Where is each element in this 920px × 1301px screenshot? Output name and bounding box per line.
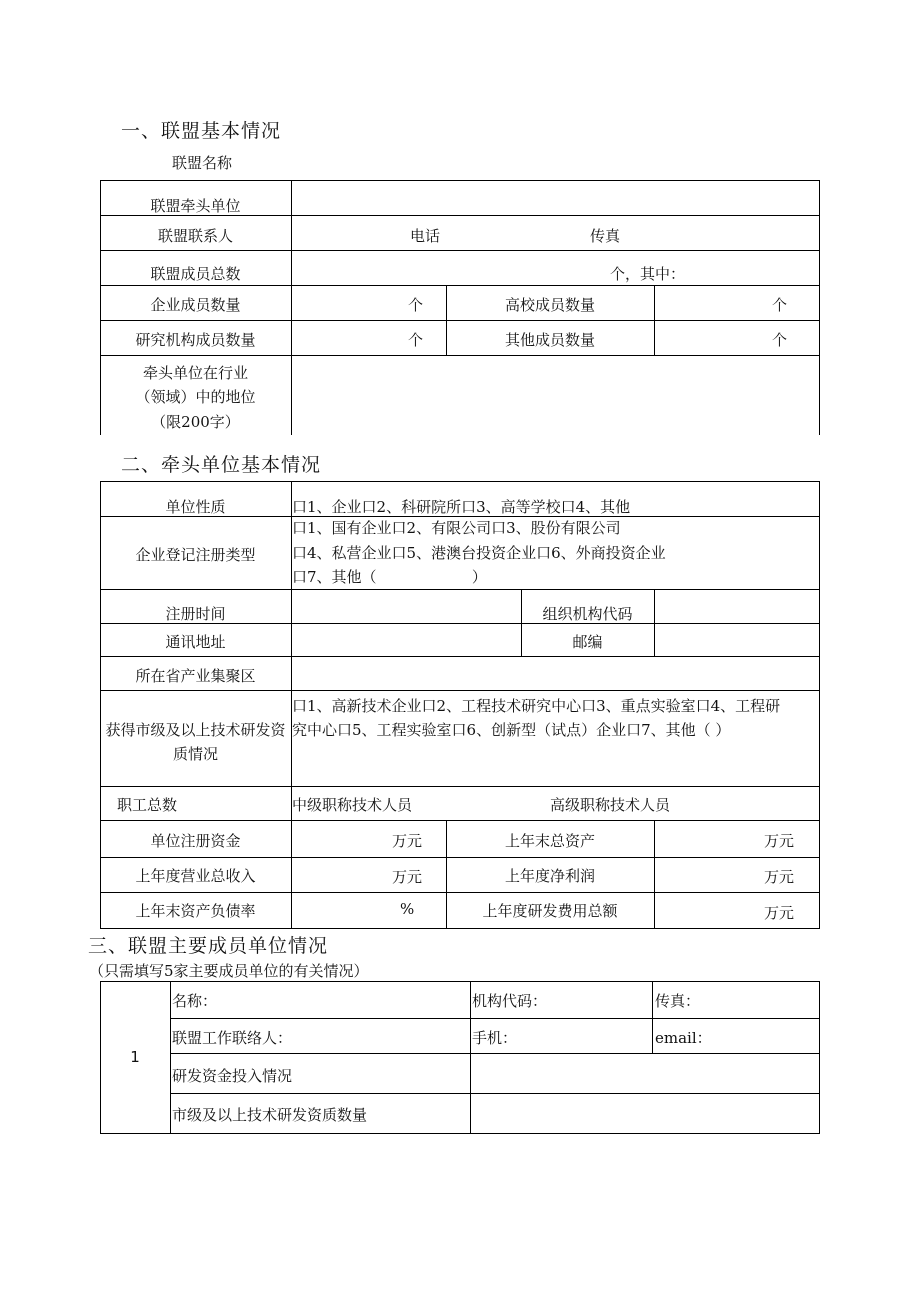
section3-note: （只需填写5家主要成员单位的有关情况）	[89, 962, 369, 980]
lead-unit-label: 联盟牵头单位	[150, 197, 241, 215]
registered-capital-unit: 万元	[392, 832, 423, 850]
status-text-area[interactable]	[292, 356, 819, 435]
registration-time-label: 注册时间	[165, 605, 226, 623]
industry-cluster-field[interactable]	[292, 657, 819, 690]
address-label: 通讯地址	[165, 633, 226, 651]
alliance-name-label: 联盟名称	[172, 154, 233, 172]
section2-heading: 二、牵头单位基本情况	[121, 454, 322, 476]
enterprise-members-label: 企业成员数量	[150, 296, 241, 314]
org-code-field[interactable]	[655, 590, 819, 623]
total-assets-label: 上年末总资产	[504, 832, 595, 850]
total-members-label: 联盟成员总数	[150, 265, 241, 283]
registration-type-label: 企业登记注册类型	[135, 546, 256, 564]
qualification-options-line2[interactable]: 究中心口5、工程实验室口6、创新型（试点）企业口7、其他（ ）	[292, 721, 731, 739]
member-row-number: 1	[130, 1048, 140, 1066]
contact-person-label: 联盟联系人	[157, 227, 233, 245]
registration-options-line3[interactable]: 口7、其他（ ）	[292, 568, 487, 586]
registered-capital-label: 单位注册资金	[150, 832, 241, 850]
phone-label: 电话	[410, 227, 441, 245]
lead-unit-field[interactable]	[292, 181, 819, 215]
rd-investment-label: 研发资金投入情况	[172, 1067, 293, 1085]
industry-cluster-label: 所在省产业集聚区	[135, 667, 256, 685]
qualification-count-field[interactable]	[471, 1094, 819, 1133]
revenue-label: 上年度营业总收入	[135, 867, 256, 885]
revenue-unit: 万元	[392, 868, 423, 886]
qualification-label-line1: 获得市级及以上技术研发资	[105, 721, 286, 739]
total-assets-unit: 万元	[764, 832, 795, 850]
org-code-label: 组织机构代码	[542, 605, 633, 623]
member-email-field[interactable]: email：	[655, 1029, 712, 1047]
section1-heading: 一、联盟基本情况	[121, 120, 282, 142]
net-profit-label: 上年度净利润	[504, 867, 595, 885]
postcode-field[interactable]	[655, 624, 819, 656]
section3-heading: 三、联盟主要成员单位情况	[88, 935, 329, 957]
debt-ratio-unit: %	[400, 900, 415, 918]
registration-time-field[interactable]	[292, 590, 521, 623]
rd-expense-unit: 万元	[764, 904, 795, 922]
university-members-label: 高校成员数量	[504, 296, 595, 314]
other-members-label: 其他成员数量	[504, 331, 595, 349]
other-members-unit: 个	[772, 331, 788, 349]
member-name-field[interactable]: 名称：	[172, 992, 218, 1010]
net-profit-unit: 万元	[764, 868, 795, 886]
qualification-options-line1[interactable]: 口1、高新技术企业口2、工程技术研究中心口3、重点实验室口4、工程研	[292, 697, 781, 715]
status-label-line2: （领域）中的地位	[135, 388, 256, 406]
status-label-line3: （限200字）	[151, 413, 240, 431]
senior-title-staff-label: 高级职称技术人员	[550, 796, 671, 814]
research-members-unit: 个	[408, 331, 424, 349]
registration-options-line2[interactable]: 口4、私营企业口5、港澳台投资企业口6、外商投资企业	[292, 544, 666, 562]
enterprise-members-unit: 个	[408, 296, 424, 314]
rd-expense-label: 上年度研发费用总额	[482, 902, 618, 920]
unit-nature-label: 单位性质	[165, 498, 226, 516]
status-label-line1: 牵头单位在行业	[142, 364, 248, 382]
postcode-label: 邮编	[572, 633, 603, 651]
university-members-unit: 个	[772, 296, 788, 314]
rd-investment-field[interactable]	[471, 1054, 819, 1093]
member-contact-field[interactable]: 联盟工作联络人：	[172, 1029, 293, 1047]
qualification-label-line2: 质情况	[172, 745, 218, 763]
qualification-count-label: 市级及以上技术研发资质数量	[172, 1106, 368, 1124]
member-fax-field[interactable]: 传真：	[655, 992, 701, 1010]
debt-ratio-label: 上年末资产负债率	[135, 902, 256, 920]
address-field[interactable]	[292, 624, 521, 656]
member-mobile-field[interactable]: 手机：	[472, 1029, 518, 1047]
unit-nature-options[interactable]: 口1、企业口2、科研院所口3、高等学校口4、其他	[292, 498, 631, 516]
mid-title-staff-label: 中级职称技术人员	[292, 796, 413, 814]
research-members-label: 研究机构成员数量	[135, 331, 256, 349]
total-members-suffix: 个，其中：	[610, 265, 686, 283]
staff-total-label: 职工总数	[117, 796, 178, 814]
registration-options-line1[interactable]: 口1、国有企业口2、有限公司口3、股份有限公司	[292, 519, 621, 537]
member-org-code-field[interactable]: 机构代码：	[472, 992, 548, 1010]
fax-label: 传真	[590, 227, 621, 245]
